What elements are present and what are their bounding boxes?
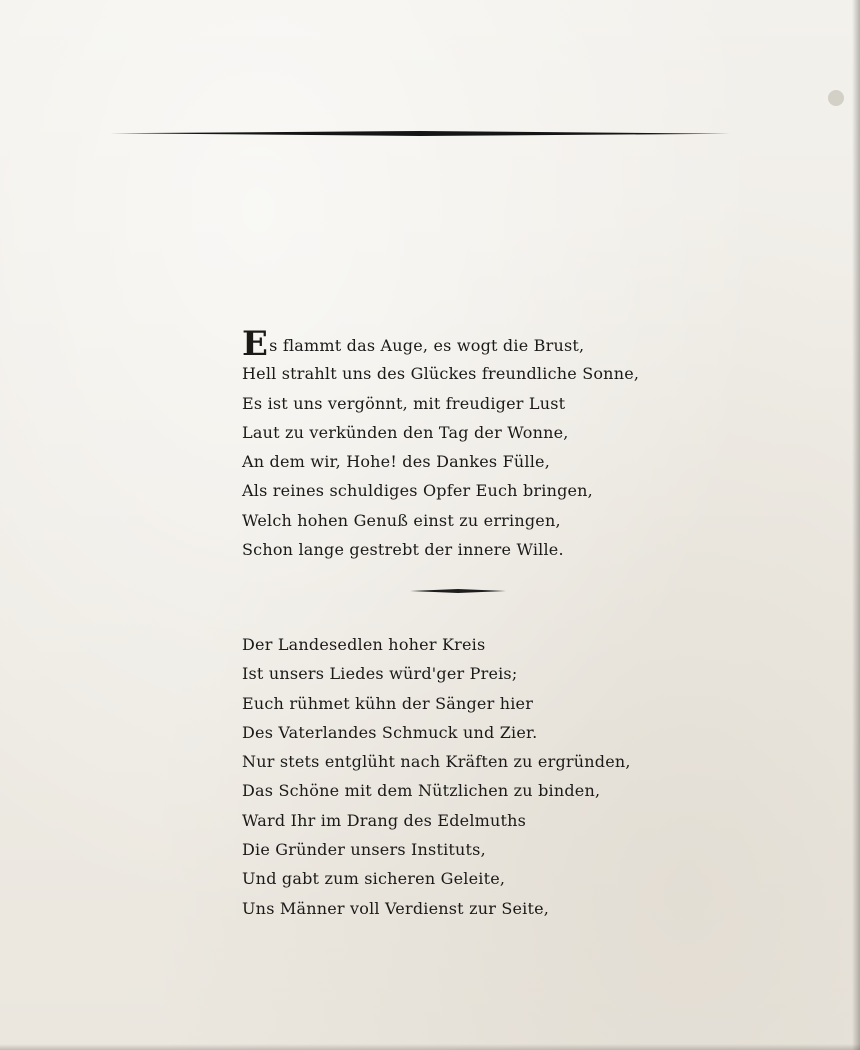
page-bottom-shadow xyxy=(0,1044,860,1050)
verse-line: Hell strahlt uns des Glückes freundliche Sonne, xyxy=(242,364,640,384)
verse-line xyxy=(242,324,622,364)
verse-line: Nur stets entglüht nach Kräften zu ergründen, xyxy=(242,752,631,772)
stanza-2 xyxy=(242,630,631,923)
verse-line: Schon lange gestrebt der innere Wille. xyxy=(242,540,564,560)
verse-line: Als reines schuldiges Opfer Euch bringen, xyxy=(242,481,593,501)
paper-stain xyxy=(828,90,844,106)
verse-line: Das Schöne mit dem Nützlichen zu binden, xyxy=(242,781,601,801)
page-edge-shadow xyxy=(852,0,860,1050)
verse-line: Und gabt zum sicheren Geleite, xyxy=(242,869,506,889)
verse-line: Der Landesedlen hoher Kreis xyxy=(242,635,486,654)
verse-line: Ist unsers Liedes würd'ger Preis; xyxy=(242,664,518,684)
verse-line: Des Vaterlandes Schmuck und Zier. xyxy=(242,722,538,742)
stanza-divider xyxy=(410,589,506,593)
ornamental-top-rule xyxy=(110,131,730,136)
drop-cap: E xyxy=(242,324,269,364)
first-line-text: s flammt das Auge, es wogt die Brust, xyxy=(269,336,585,355)
verse-line: Welch hohen Genuß einst zu erringen, xyxy=(242,510,561,530)
verse-line: Ward Ihr im Drang des Edelmuths xyxy=(242,810,527,830)
stanza-1 xyxy=(242,324,640,564)
verse-line: Laut zu verkünden den Tag der Wonne, xyxy=(242,422,569,442)
verse-line: Die Gründer unsers Instituts, xyxy=(242,840,486,860)
verse-line: An dem wir, Hohe! des Dankes Fülle, xyxy=(242,452,550,472)
verse-line: Uns Männer voll Verdienst zur Seite, xyxy=(242,898,550,918)
verse-line: Es ist uns vergönnt, mit freudiger Lust xyxy=(242,393,566,413)
verse-line: Euch rühmet kühn der Sänger hier xyxy=(242,693,534,713)
